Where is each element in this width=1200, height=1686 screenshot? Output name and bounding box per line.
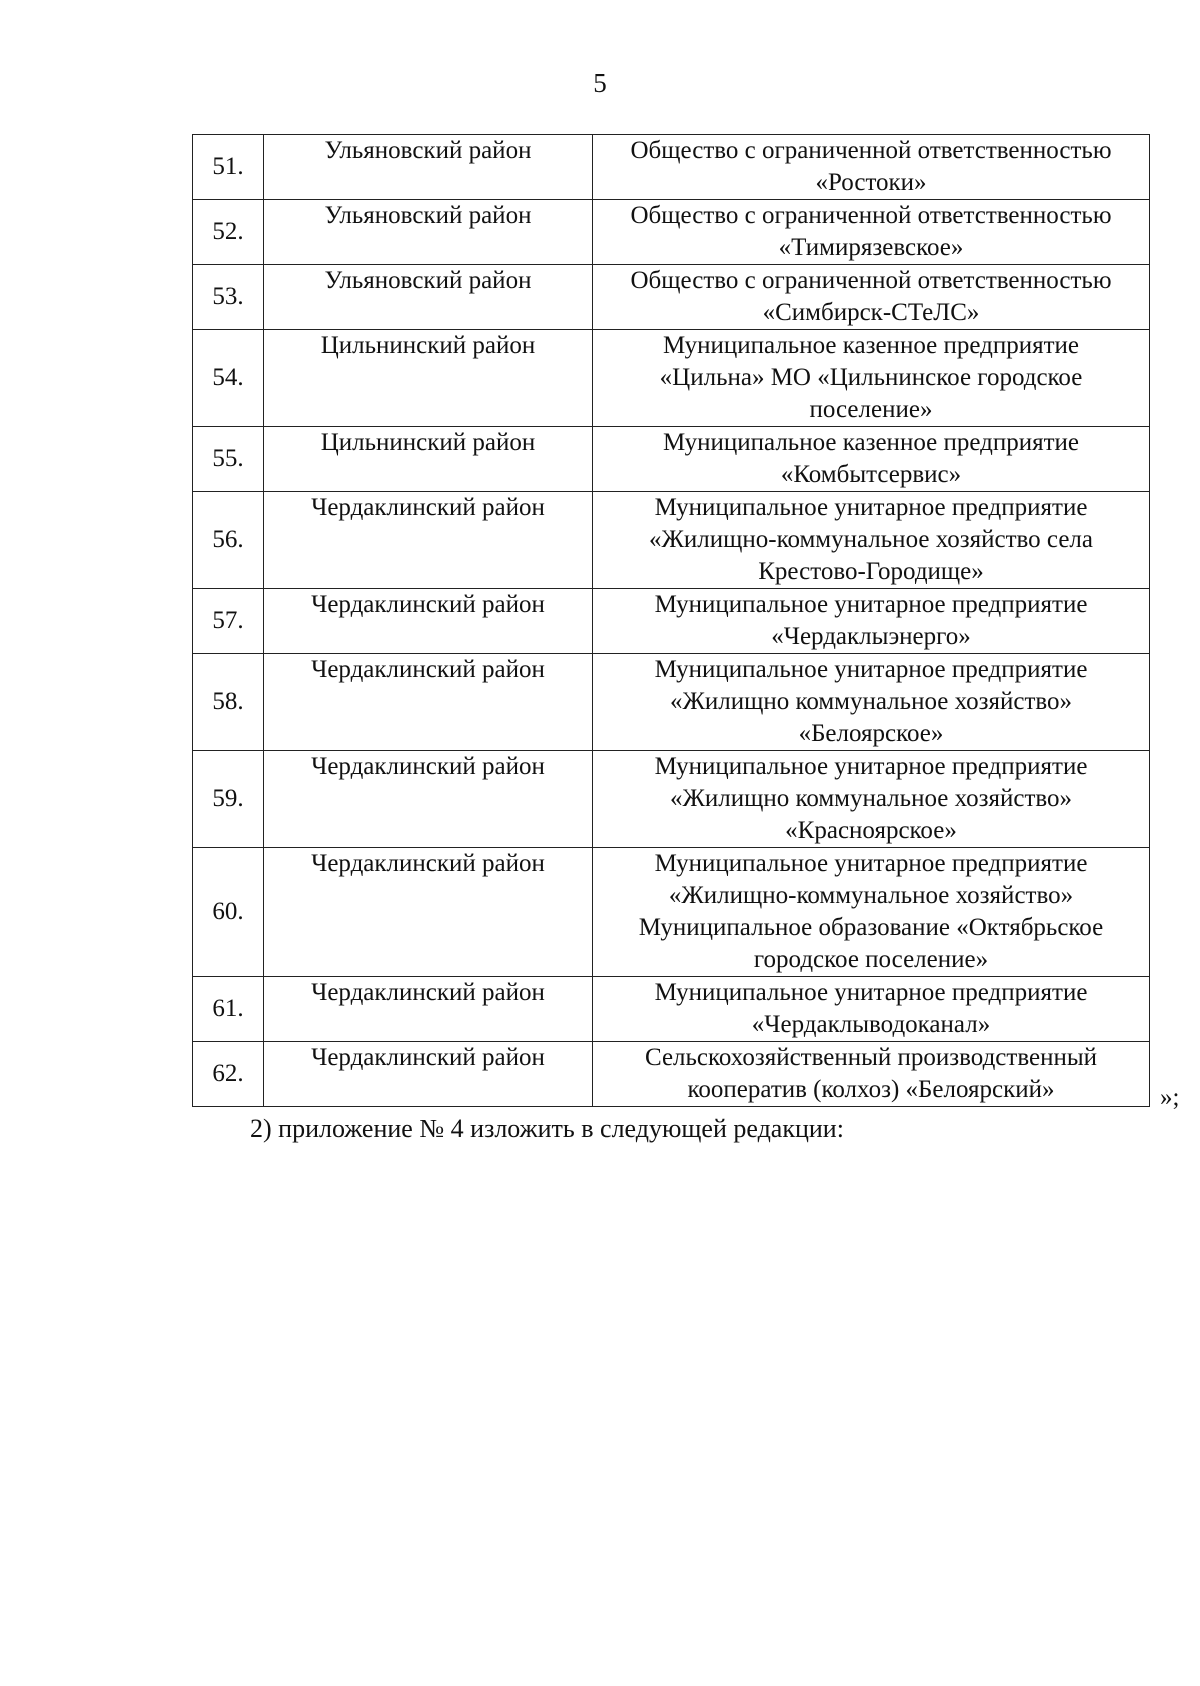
district-cell: Чердаклинский район: [264, 589, 593, 654]
row-number: 58.: [193, 654, 264, 751]
row-number: 57.: [193, 589, 264, 654]
organizations-table: [192, 134, 1150, 1107]
district-cell: Чердаклинский район: [264, 977, 593, 1042]
table-row: [193, 1042, 1150, 1107]
table-row: [193, 589, 1150, 654]
page-number: 5: [593, 68, 607, 98]
district-cell: Чердаклинский район: [264, 654, 593, 751]
organization-cell: Общество с ограниченной ответственностью «Тимирязевское»: [593, 200, 1150, 265]
district-cell: Цильнинский район: [264, 330, 593, 427]
table-row: [193, 751, 1150, 848]
organizations-table-body: [193, 135, 1150, 1107]
table-row: [193, 654, 1150, 751]
table-row: [193, 135, 1150, 200]
organization-cell: Муниципальное унитарное предприятие «Жилищно-коммунальное хозяйство» Муниципальное образование «Октябрьское городское поселение»: [593, 848, 1150, 977]
organization-cell: Муниципальное унитарное предприятие «Чердаклыэнерго»: [593, 589, 1150, 654]
organization-cell: Муниципальное унитарное предприятие «Жилищно коммунальное хозяйство» «Белоярское»: [593, 654, 1150, 751]
row-number: 53.: [193, 265, 264, 330]
district-cell: Чердаклинский район: [264, 1042, 593, 1107]
district-cell: Ульяновский район: [264, 265, 593, 330]
district-cell: Цильнинский район: [264, 427, 593, 492]
table-row: [193, 848, 1150, 977]
organization-cell: Муниципальное унитарное предприятие «Чердаклыводоканал»: [593, 977, 1150, 1042]
row-number: 54.: [193, 330, 264, 427]
table-row: [193, 492, 1150, 589]
organization-cell: Муниципальное унитарное предприятие «Жилищно коммунальное хозяйство» «Красноярское»: [593, 751, 1150, 848]
closing-quote-mark: »;: [1160, 1084, 1180, 1111]
organization-cell: Муниципальное казенное предприятие «Комбытсервис»: [593, 427, 1150, 492]
organization-cell: Муниципальное казенное предприятие «Цильна» МО «Цильнинское городское поселение»: [593, 330, 1150, 427]
district-cell: Чердаклинский район: [264, 848, 593, 977]
row-number: 59.: [193, 751, 264, 848]
row-number: 55.: [193, 427, 264, 492]
organization-cell: Общество с ограниченной ответственностью «Симбирск-СТеЛС»: [593, 265, 1150, 330]
row-number: 61.: [193, 977, 264, 1042]
table-row: [193, 200, 1150, 265]
district-cell: Ульяновский район: [264, 135, 593, 200]
table-row: [193, 265, 1150, 330]
district-cell: Ульяновский район: [264, 200, 593, 265]
organization-cell: Муниципальное унитарное предприятие «Жилищно-коммунальное хозяйство села Крестово-Городище»: [593, 492, 1150, 589]
district-cell: Чердаклинский район: [264, 492, 593, 589]
table-row: [193, 330, 1150, 427]
row-number: 62.: [193, 1042, 264, 1107]
row-number: 56.: [193, 492, 264, 589]
organization-cell: Общество с ограниченной ответственностью «Ростоки»: [593, 135, 1150, 200]
amendment-note: 2) приложение № 4 изложить в следующей редакции:: [250, 1114, 844, 1143]
row-number: 51.: [193, 135, 264, 200]
district-cell: Чердаклинский район: [264, 751, 593, 848]
row-number: 52.: [193, 200, 264, 265]
table-row: [193, 427, 1150, 492]
row-number: 60.: [193, 848, 264, 977]
table-row: [193, 977, 1150, 1042]
organization-cell: Сельскохозяйственный производственный кооператив (колхоз) «Белоярский»: [593, 1042, 1150, 1107]
